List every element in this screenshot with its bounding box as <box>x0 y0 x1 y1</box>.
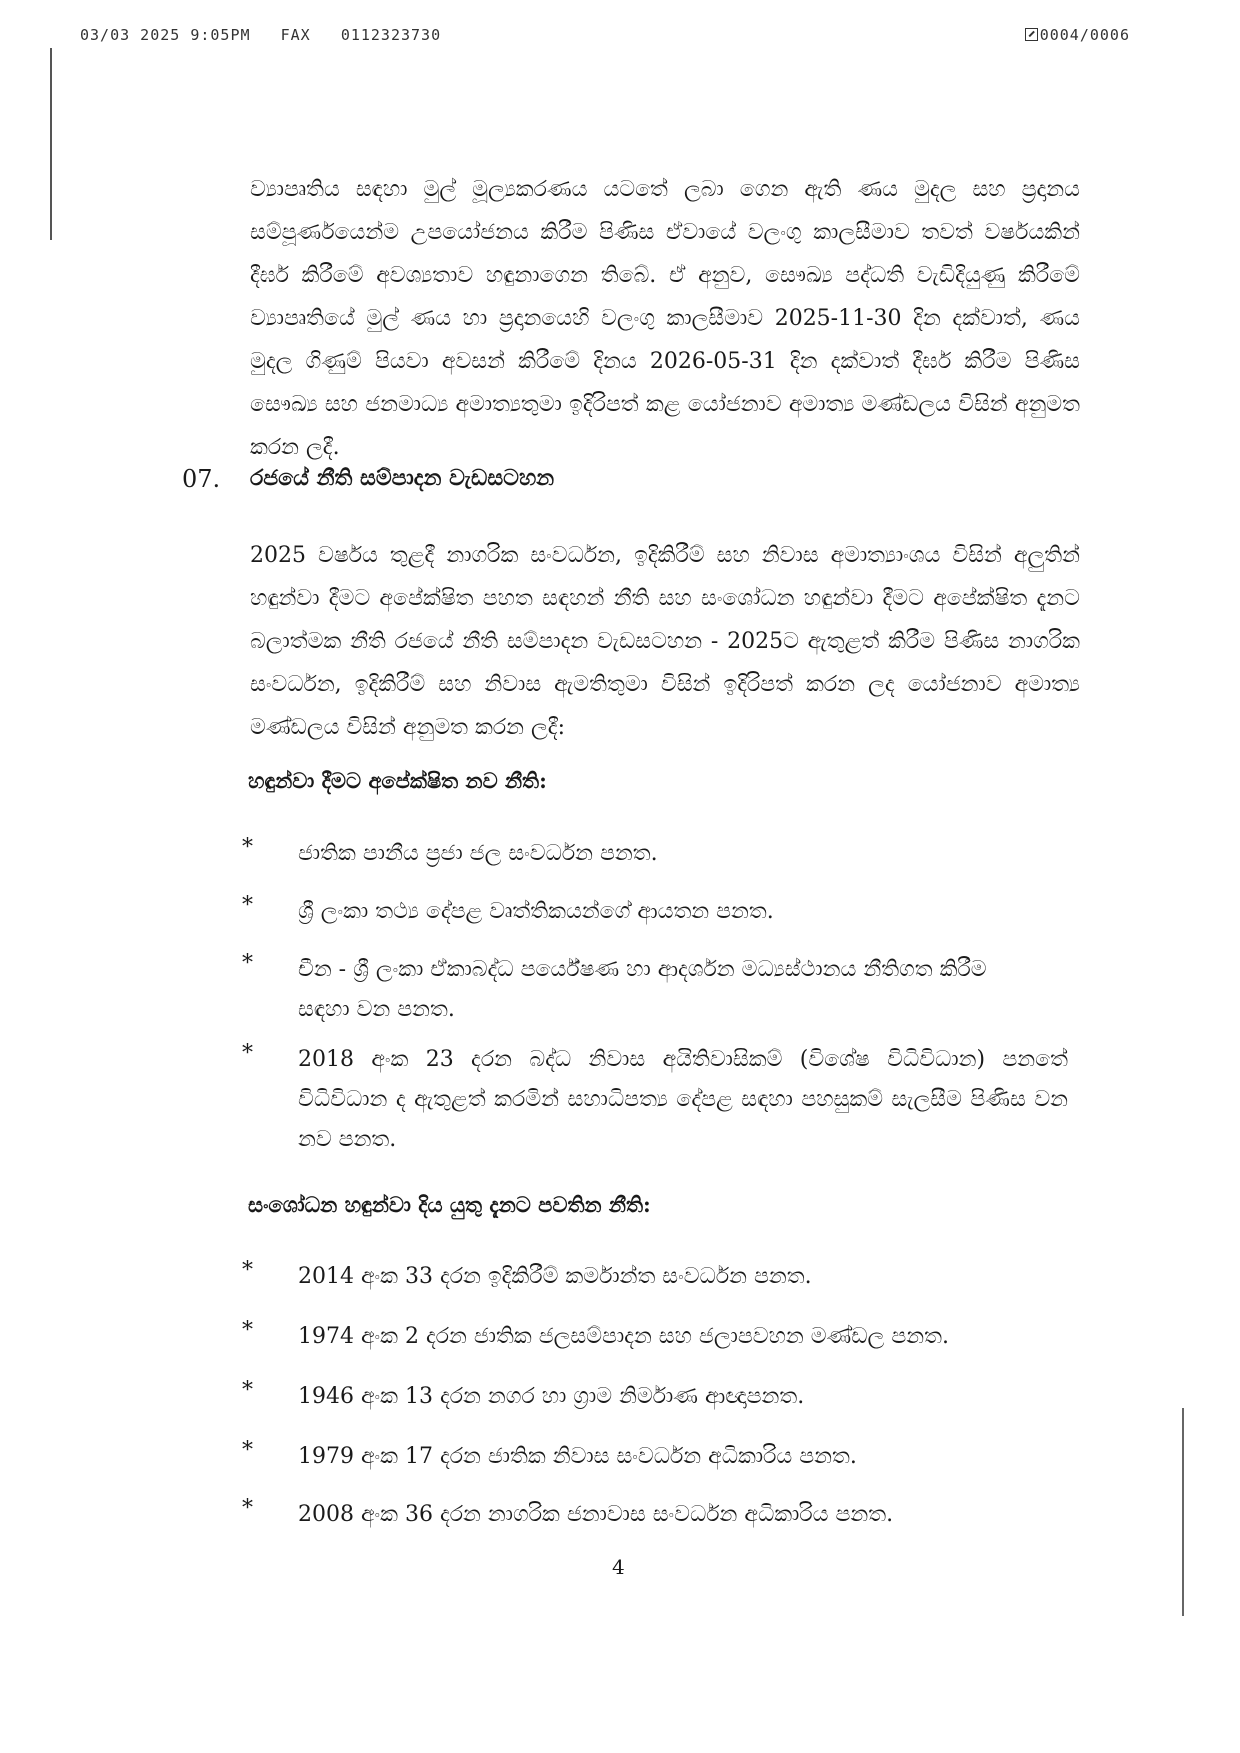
list-item-text: 2008 අංක 36 දරන නාගරික ජනාවාස සංවර්ධන අධිකාරිය පනත. <box>298 1502 894 1527</box>
list-item <box>242 1377 1102 1417</box>
fax-header <box>80 26 1130 50</box>
fax-timestamp: 03/03 2025 9:05PM <box>80 26 251 44</box>
list-item <box>242 1495 1102 1535</box>
section-paragraph: 2025 වර්ෂය තුළදී නාගරික සංවර්ධන, ඉදිකිරීම් සහ නිවාස අමාත්‍යාංශය විසින් අලුතින් හඳුන්වා දීමට අපේක්ෂිත පහත සඳහන් නීති සහ සංශෝධන හඳුන්වා දීමට අපේක්ෂිත දැනට බලාත්මක නීති රජයේ නීති සම්පාදන වැඩසටහන - 2025ට ඇතුළත් කිරීම පිණිස නාගරික සංවර්ධන, ඉදිකිරීම් සහ නිවාස ඇමතිතුමා විසින් ඉදිරිපත් කරන ලද යෝජනාව අමාත්‍ය මණ්ඩලය විසින් අනුමත කරන ලදී: <box>250 543 1080 740</box>
bullet-star: * <box>242 1378 253 1403</box>
fax-page-icon <box>1025 28 1038 41</box>
bullet-star: * <box>242 835 253 860</box>
list-item-text: 2018 අංක 23 දරන බද්ධ නිවාස අයිතිවාසිකම් (විශේෂ විධිවිධාන) පනතේ විධිවිධාන ද ඇතුළත් කරමින් සහාධිපත්‍ය දේපළ සඳහා පහසුකම් සැලසීම පිණිස වන නව පනත. <box>298 1047 1068 1152</box>
list-item <box>242 834 1102 874</box>
new-laws-heading: හඳුන්වා දීමට අපේක්ෂිත නව නීති: <box>248 768 547 793</box>
list-item-text: 2014 අංක 33 දරන ඉදිකිරීම් කර්මාන්ත සංවර්ධන පනත. <box>298 1264 812 1289</box>
amended-laws-heading: සංශෝධන හඳුන්වා දිය යුතු දැනට පවතින නීති: <box>248 1192 651 1217</box>
page-number: 4 <box>612 1555 625 1579</box>
list-item <box>242 1040 1068 1160</box>
list-item-text: ජාතික පානීය ප්‍රජා ජල සංවර්ධන පනත. <box>298 841 658 866</box>
list-item-text: චීන - ශ්‍රී ලංකා ඒකාබද්ධ පර්යේෂණ හා ආදර්ශන මධ්‍යස්ථානය නීතිගත කිරීම සඳහා වන පනත. <box>298 957 987 1022</box>
section-number: 07. <box>182 465 221 493</box>
bullet-star: * <box>242 893 253 918</box>
list-item-text: 1974 අංක 2 දරන ජාතික ජලසම්පාදන සහ ජලාපවහන මණ්ඩල පනත. <box>298 1324 949 1349</box>
bullet-star: * <box>242 951 253 976</box>
list-item <box>242 1437 1102 1477</box>
list-item-text: ශ්‍රී ලංකා තථ්‍ය දේපළ වෘත්තිකයන්ගේ ආයතන පනත. <box>298 899 774 924</box>
bullet-star: * <box>242 1258 253 1283</box>
list-item <box>242 892 1102 932</box>
list-item-text: 1979 අංක 17 දරන ජාතික නිවාස සංවර්ධන අධිකාරිය පනත. <box>298 1444 857 1469</box>
list-item <box>242 950 1028 1030</box>
fax-header-right <box>1025 26 1130 44</box>
bullet-star: * <box>242 1438 253 1463</box>
bullet-star: * <box>242 1496 253 1521</box>
intro-paragraph: ව්‍යාපෘතිය සඳහා මුල් මූල්‍යකරණය යටතේ ලබා ගෙන ඇති ණය මුදල සහ ප්‍රදානය සම්පූර්ණයෙන්ම උපයෝජනය කිරීම පිණිස ඒවායේ වලංගු කාලසීමාව තවත් වර්ෂයකින් දීර්ඝ කිරීමේ අවශ්‍යතාව හඳුනාගෙන තිබේ. ඒ අනුව, සෞඛ්‍ය පද්ධති වැඩිදියුණු කිරීමේ ව්‍යාපෘතියේ මුල් ණය හා ප්‍රදානයෙහි වලංගු කාලසීමාව 2025-11-30 දින දක්වාත්, ණය මුදල ගිණුම් පියවා අවසන් කිරීමේ දිනය 2026-05-31 දින දක්වාත් දීර්ඝ කිරීම පිණිස සෞඛ්‍ය සහ ජනමාධ්‍ය අමාත්‍යතුමා ඉදිරිපත් කළ යෝජනාව අමාත්‍ය මණ්ඩලය විසින් අනුමත කරන ලදී. <box>250 177 1080 460</box>
scan-margin-line-left <box>50 48 52 240</box>
list-item-text: 1946 අංක 13 දරන නගර හා ග්‍රාම නිර්මාණ ආඥාපනත. <box>298 1384 805 1409</box>
list-item <box>242 1257 1102 1297</box>
bullet-star: * <box>242 1318 253 1343</box>
list-item <box>242 1317 1102 1357</box>
fax-page-count: 0004/0006 <box>1039 26 1130 44</box>
fax-number: 0112323730 <box>340 26 442 44</box>
section-title: රජයේ නීති සම්පාදන වැඩසටහන <box>250 465 555 491</box>
fax-label: FAX <box>280 26 311 44</box>
scan-margin-line-right <box>1182 1408 1184 1616</box>
bullet-star: * <box>242 1041 253 1066</box>
fax-header-left <box>80 26 441 44</box>
